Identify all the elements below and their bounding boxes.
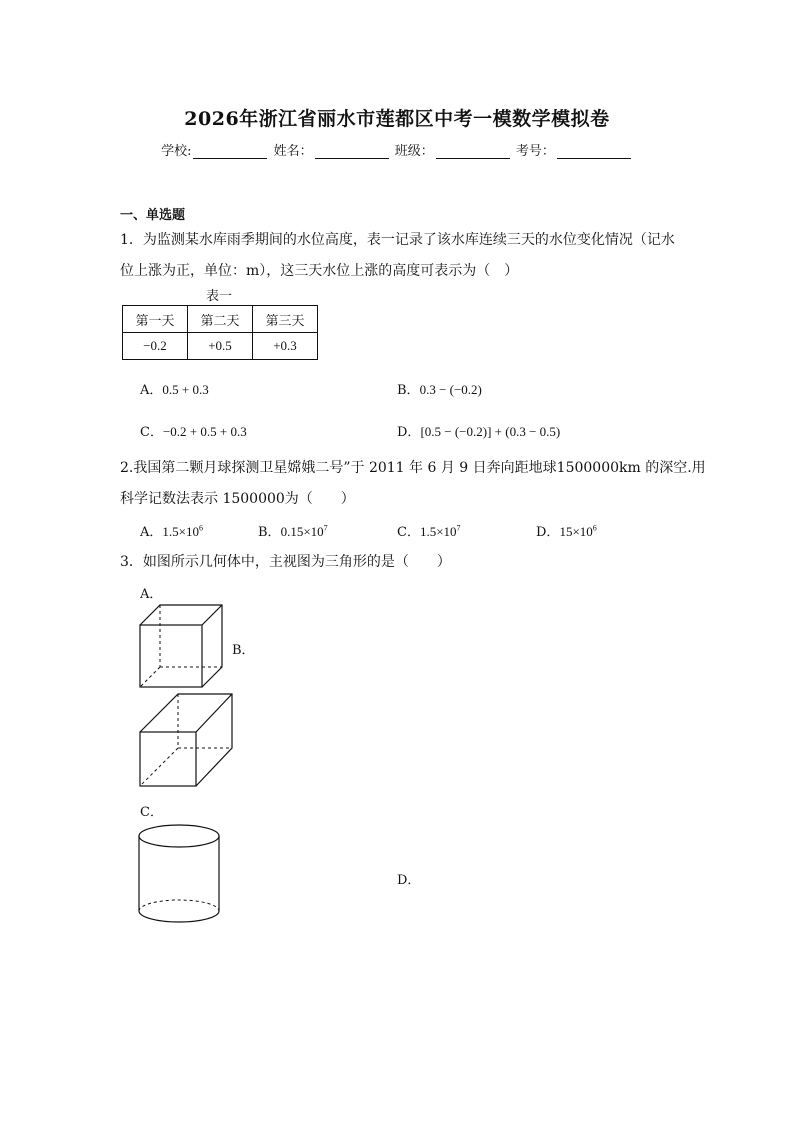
section-heading: 一、单选题 bbox=[120, 208, 186, 223]
q1-text-line2: 位上涨为正，单位：m），这三天水位上涨的高度可表示为（ ） bbox=[120, 263, 519, 279]
class-label: 班级： bbox=[394, 144, 434, 159]
table-header-cell: 第一天 bbox=[123, 306, 188, 333]
q3-text-line1: 3．如图所示几何体中，主视图为三角形的是（ ） bbox=[120, 554, 451, 570]
option-exponent: 6 bbox=[592, 523, 597, 533]
table-header-cell: 第二天 bbox=[188, 306, 253, 333]
option-expr: [0.5 − (−0.2)] + (0.3 − 0.5) bbox=[420, 424, 561, 439]
option-base: 0.15×10 bbox=[280, 524, 324, 539]
q1-option-c[interactable] bbox=[140, 421, 247, 440]
page-title: 2026年浙江省丽水市莲都区中考一模数学模拟卷 bbox=[184, 108, 610, 130]
name-label: 姓名： bbox=[273, 144, 313, 159]
option-expr: 0.5 + 0.3 bbox=[162, 382, 209, 397]
q3-option-c-label[interactable]: C． bbox=[140, 805, 163, 820]
school-label: 学校: bbox=[161, 144, 192, 159]
cuboid-figure-b bbox=[138, 692, 236, 788]
q1-text-line1: 1．为监测某水库雨季期间的水位高度，表一记录了该水库连续三天的水位变化情况（记水 bbox=[120, 232, 675, 248]
q3-option-d-label[interactable]: D． bbox=[397, 873, 421, 888]
q2-option-d[interactable] bbox=[536, 521, 597, 540]
school-blank[interactable] bbox=[193, 144, 267, 159]
option-expr: −0.2 + 0.5 + 0.3 bbox=[162, 424, 247, 439]
table-header-cell: 第三天 bbox=[253, 306, 318, 333]
option-label: A． bbox=[140, 383, 163, 398]
option-label: A． bbox=[140, 525, 163, 540]
option-expr: 0.3 − (−0.2) bbox=[419, 382, 482, 397]
option-base: 15×10 bbox=[559, 524, 593, 539]
option-label: C． bbox=[397, 525, 420, 540]
water-level-table bbox=[122, 305, 318, 360]
table-cell: +0.5 bbox=[188, 333, 253, 360]
q2-option-b[interactable] bbox=[258, 521, 328, 540]
cube-figure-a bbox=[138, 603, 224, 691]
cylinder-figure-c bbox=[136, 823, 222, 927]
exam-no-label: 考号： bbox=[515, 144, 555, 159]
student-info-line bbox=[0, 140, 794, 159]
q1-option-b[interactable] bbox=[397, 379, 482, 398]
option-base: 1.5×10 bbox=[162, 524, 199, 539]
option-label: C． bbox=[140, 425, 163, 440]
option-base: 1.5×10 bbox=[419, 524, 457, 539]
option-label: B． bbox=[397, 383, 420, 398]
q3-option-a-label[interactable]: A． bbox=[140, 587, 163, 602]
table-row bbox=[123, 333, 318, 360]
table-caption: 表一 bbox=[206, 289, 233, 304]
table-cell: −0.2 bbox=[123, 333, 188, 360]
q2-text-line1: 2.我国第二颗月球探测卫星嫦娥二号”于 2011 年 6 月 9 日奔向距地球1500000km 的深空.用 bbox=[120, 460, 706, 476]
option-label: B． bbox=[258, 525, 281, 540]
class-blank[interactable] bbox=[436, 144, 510, 159]
option-exponent: 7 bbox=[323, 523, 328, 533]
table-header-row bbox=[123, 306, 318, 333]
q3-option-b-label[interactable]: B． bbox=[232, 643, 255, 658]
q2-text-line2: 科学记数法表示 1500000为（ ） bbox=[120, 491, 355, 507]
q2-option-c[interactable] bbox=[397, 521, 461, 540]
exam-no-blank[interactable] bbox=[557, 144, 631, 159]
option-exponent: 6 bbox=[198, 523, 203, 533]
option-exponent: 7 bbox=[456, 523, 461, 533]
q2-option-a[interactable] bbox=[140, 521, 203, 540]
q1-option-a[interactable] bbox=[140, 379, 209, 398]
table-cell: +0.3 bbox=[253, 333, 318, 360]
option-label: D． bbox=[536, 525, 560, 540]
name-blank[interactable] bbox=[315, 144, 389, 159]
q1-option-d[interactable] bbox=[397, 421, 560, 440]
option-label: D． bbox=[397, 425, 421, 440]
